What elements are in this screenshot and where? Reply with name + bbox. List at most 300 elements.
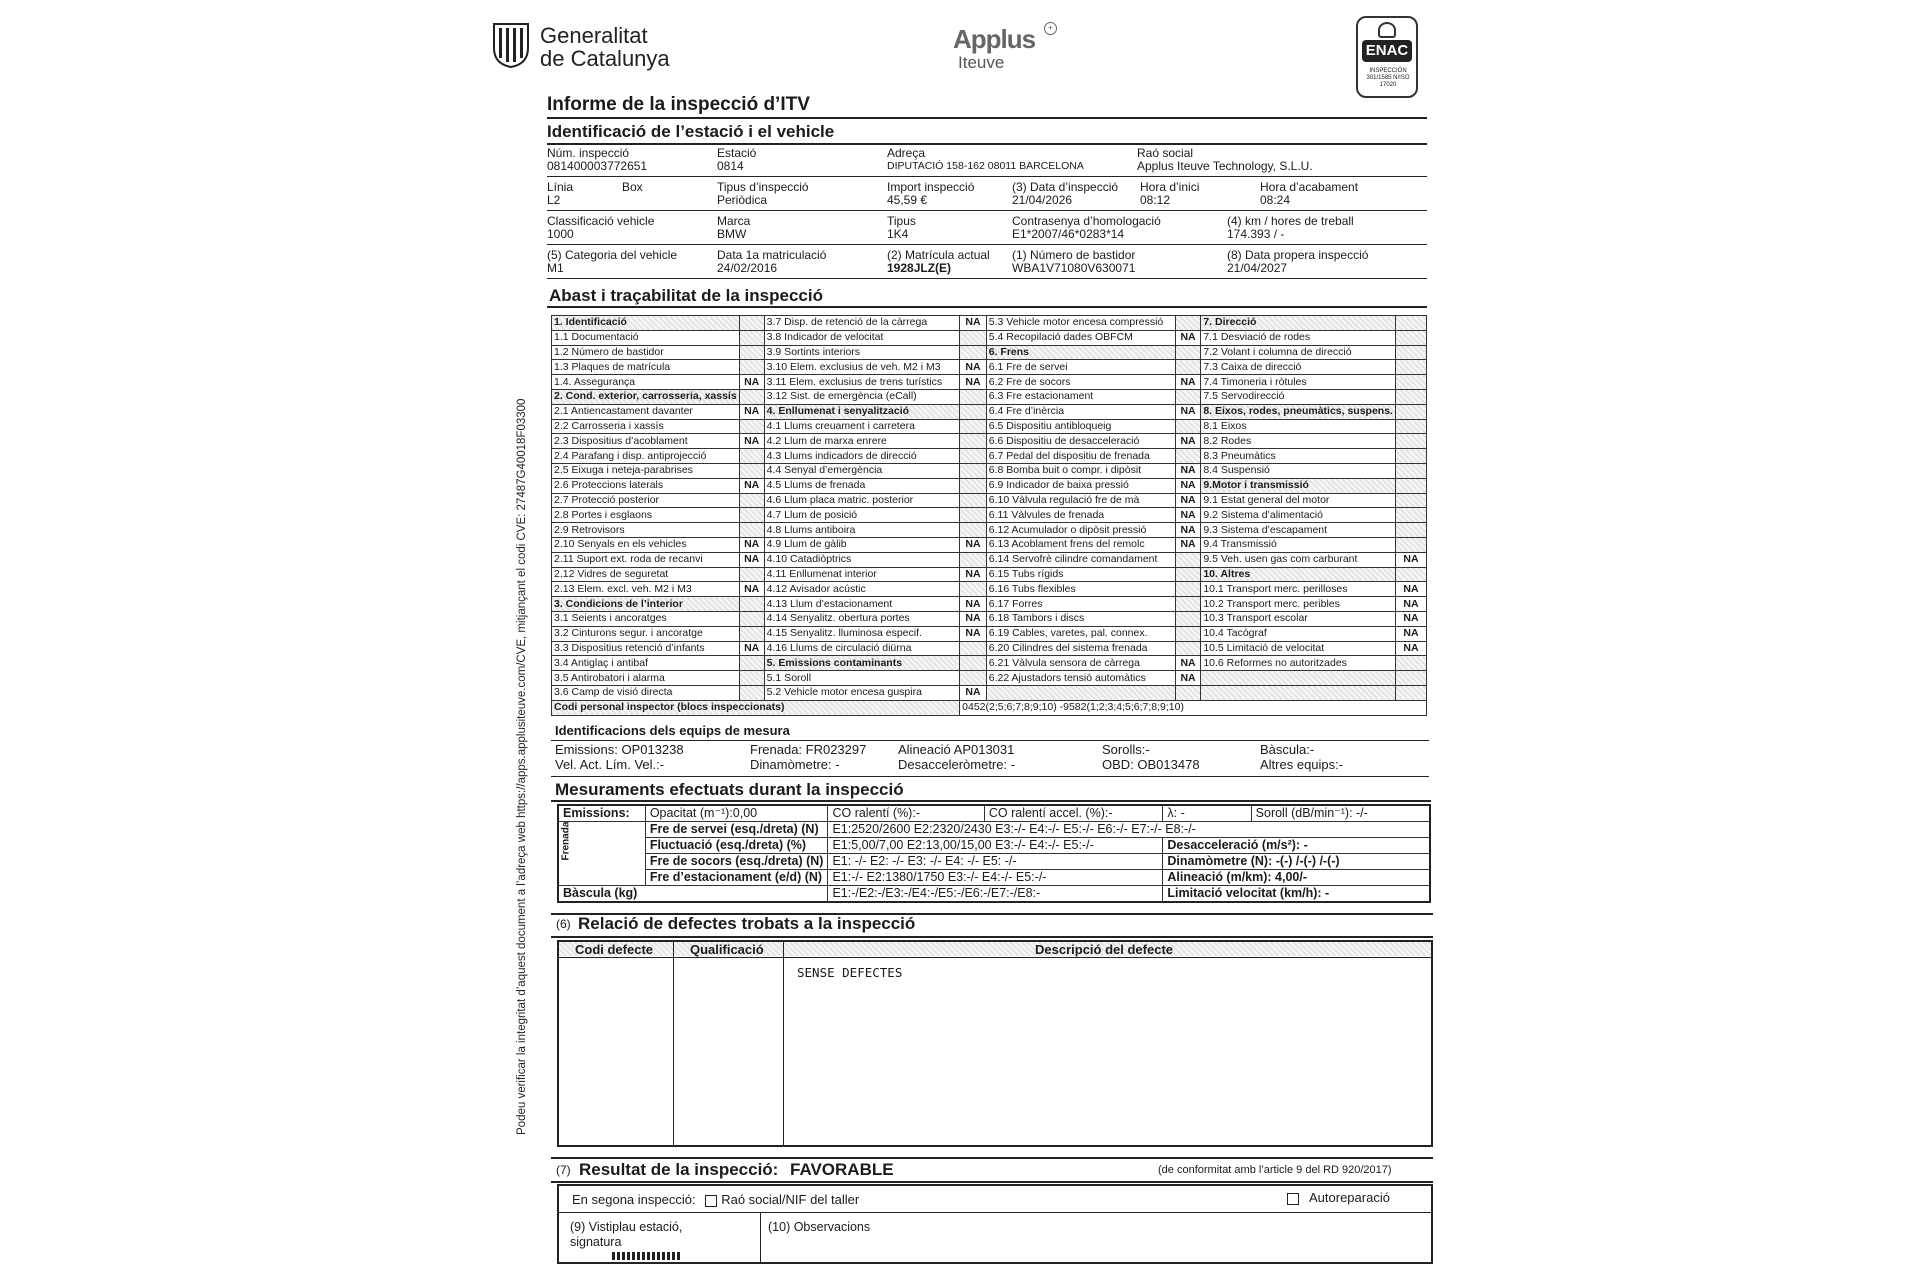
abast-na-cell (1395, 478, 1426, 493)
identification-block (547, 147, 1427, 287)
abast-item: 3.6 Camp de visió directa (552, 685, 740, 700)
title-rule (547, 117, 1427, 119)
abast-item: 8.2 Rodes (1201, 434, 1396, 449)
abast-na-cell (1395, 537, 1426, 552)
ident-label: Import inspecció (887, 180, 975, 194)
abast-row (552, 537, 1427, 552)
ident-label: Classificació vehicle (547, 214, 655, 228)
ident-label: (4) km / hores de treball (1227, 214, 1354, 228)
abast-na-cell (960, 582, 987, 597)
abast-item: 4.6 Llum placa matric. posterior (764, 493, 959, 508)
defects-col-code: Codi defecte (575, 942, 654, 957)
abast-item: 3.5 Antirobatori i alarma (552, 671, 740, 686)
equipment-bottom-rule (551, 776, 1429, 777)
brake-label: Fluctuació (esq./dreta) (%) (645, 838, 828, 854)
abast-item: 9.2 Sistema d’alimentació (1201, 508, 1396, 523)
abast-item: 4. Enllumenat i senyalització (764, 404, 959, 419)
measurements-table (557, 804, 1431, 903)
defects-header-rule (557, 957, 1433, 958)
emissions-row (558, 805, 1430, 822)
abast-item: 5.2 Vehicle motor encesa guspira (764, 685, 959, 700)
abast-row (552, 419, 1427, 434)
ident-field (547, 181, 573, 207)
equipment-block (555, 742, 1430, 776)
abast-item: 7.4 Timoneria i ròtules (1201, 375, 1396, 390)
abast-na-cell (1395, 508, 1426, 523)
abast-item: 2. Cond. exterior, carrosseria, xassís (552, 389, 740, 404)
ident-value: 24/02/2016 (717, 261, 778, 275)
abast-item: 8.3 Pneumàtics (1201, 449, 1396, 464)
abast-na-cell: NA (1395, 611, 1426, 626)
ident-field (1137, 147, 1313, 173)
measurements-block (557, 804, 1433, 908)
document-title: Informe de la inspecció d’ITV (547, 94, 810, 115)
ident-label: (3) Data d’inspecció (1012, 180, 1119, 194)
abast-na-cell: NA (960, 597, 987, 612)
abast-item: 10.1 Transport merc. perilloses (1201, 582, 1396, 597)
abast-item: 3.4 Antiglaç i antibaf (552, 656, 740, 671)
abast-na-cell (1175, 389, 1201, 404)
generalitat-line2: de Catalunya (540, 46, 670, 71)
abast-na-cell (1395, 493, 1426, 508)
abast-row (552, 626, 1427, 641)
ident-field (1227, 215, 1354, 241)
abast-na-cell (960, 389, 987, 404)
ident-value: WBA1V71080V630071 (1012, 261, 1136, 275)
identification-title: Identificació de l’estació i el vehicle (547, 122, 835, 141)
ident-label: Estació (717, 146, 757, 160)
abast-item: 7.1 Desviació de rodes (1201, 330, 1396, 345)
abast-item: 4.10 Catadiòptrics (764, 552, 959, 567)
abast-na-cell: NA (1175, 375, 1201, 390)
abast-item: 5. Emissions contaminants (764, 656, 959, 671)
abast-na-cell (739, 389, 764, 404)
abast-na-cell: NA (960, 611, 987, 626)
abast-item: 1.1 Documentació (552, 330, 740, 345)
abast-na-cell (960, 419, 987, 434)
abast-na-cell (739, 330, 764, 345)
ident-row-rule (547, 176, 1427, 177)
abast-item: 10.3 Transport escolar (1201, 611, 1396, 626)
abast-row (552, 567, 1427, 582)
ident-value: DIPUTACIÓ 158-162 08011 BARCELONA (887, 160, 1084, 172)
enac-seal (1356, 16, 1418, 98)
abast-item: 6.15 Tubs rígids (986, 567, 1175, 582)
abast-na-cell (1175, 449, 1201, 464)
abast-item: 2.5 Eixuga i neteja-parabrises (552, 463, 740, 478)
abast-item: 6.12 Acumulador o dipòsit pressió (986, 523, 1175, 538)
abast-item: 3.8 Indicador de velocitat (764, 330, 959, 345)
ident-label: (2) Matrícula actual (887, 248, 990, 262)
abast-na-cell: NA (739, 537, 764, 552)
equipment-rule (551, 740, 1429, 741)
abast-row (552, 345, 1427, 360)
ident-value: 21/04/2027 (1227, 261, 1288, 275)
abast-na-cell (739, 316, 764, 331)
abast-na-cell (739, 671, 764, 686)
ident-label: Tipus d’inspecció (717, 180, 809, 194)
abast-na-cell (960, 671, 987, 686)
ident-label: Línia (547, 180, 574, 194)
ident-field (1140, 181, 1199, 207)
abast-na-cell (1175, 597, 1201, 612)
autoreparacio-checkbox[interactable] (1287, 1193, 1299, 1205)
abast-na-cell (1175, 641, 1201, 656)
ident-row-rule (547, 244, 1427, 245)
abast-na-cell: NA (960, 375, 987, 390)
abast-item: 9.Motor i transmissió (1201, 478, 1396, 493)
abast-na-cell: NA (1175, 404, 1201, 419)
abast-na-cell (739, 611, 764, 626)
abast-item: 6.19 Cables, varetes, pal. connex. (986, 626, 1175, 641)
enac-lines: INSPECCIÓN 301/1585 N/ISO 17020 (1366, 68, 1410, 88)
abast-item: 6.9 Indicador de baixa pressió (986, 478, 1175, 493)
abast-na-cell (1395, 463, 1426, 478)
abast-na-cell: NA (960, 567, 987, 582)
abast-na-cell (739, 419, 764, 434)
ident-label: Marca (717, 214, 751, 228)
abast-row (552, 671, 1427, 686)
abast-na-cell (1175, 582, 1201, 597)
abast-item: 3.10 Elem. exclusius de veh. M2 i M3 (764, 360, 959, 375)
abast-row (552, 389, 1427, 404)
ident-field (622, 181, 643, 194)
abast-item: 4.11 Enllumenat interior (764, 567, 959, 582)
abast-na-cell (960, 449, 987, 464)
ident-value: Periòdica (717, 193, 768, 207)
brake-label: Fre de servei (esq./dreta) (N) (645, 822, 828, 838)
ident-field (1012, 249, 1135, 275)
abast-item: 6.16 Tubs flexibles (986, 582, 1175, 597)
abast-item: 4.14 Senyalitz. obertura portes (764, 611, 959, 626)
defects-rule (551, 936, 1433, 938)
abast-na-cell (1395, 434, 1426, 449)
brake-label: Fre de socors (esq./dreta) (N) (645, 854, 828, 870)
abast-item: 7.5 Servodirecció (1201, 389, 1396, 404)
abast-item: 5.3 Vehicle motor encesa compressió (986, 316, 1175, 331)
abast-na-cell: NA (960, 360, 987, 375)
result-note: (de conformitat amb l’article 9 del RD 920/2017) (1158, 1164, 1392, 1176)
ident-label: Núm. inspecció (547, 146, 630, 160)
abast-na-cell: NA (960, 316, 987, 331)
bascula-value: E1:-/E2:-/E3:-/E4:-/E5:-/E6:-/E7:-/E8:- (828, 886, 1163, 903)
abast-row (552, 360, 1427, 375)
ident-label: Hora d’inici (1140, 180, 1200, 194)
ident-label: Tipus (887, 214, 916, 228)
abast-na-cell (1175, 419, 1201, 434)
ident-row-rule (547, 278, 1427, 279)
abast-na-cell (960, 330, 987, 345)
abast-na-cell (960, 508, 987, 523)
abast-item: 9.5 Veh. usen gas com carburant (1201, 552, 1396, 567)
autoreparacio-label: Autoreparació (1309, 1190, 1390, 1205)
abast-item: 3.9 Sortints interiors (764, 345, 959, 360)
abast-item: 9.3 Sistema d’escapament (1201, 523, 1396, 538)
abast-item: 6.6 Dispositiu de desacceleració (986, 434, 1175, 449)
equipment-title: Identificacions dels equips de mesura (555, 723, 790, 738)
defects-col-qual: Qualificació (690, 942, 764, 957)
ident-label: Box (622, 180, 643, 194)
result-rule-top (551, 1157, 1433, 1159)
ident-label: (1) Número de bastidor (1012, 248, 1136, 262)
abast-na-cell (960, 345, 987, 360)
abast-item: 4.3 Llums indicadors de direcció (764, 449, 959, 464)
generalitat-logo-icon (492, 20, 530, 68)
ident-value: 1928JLZ(E) (887, 261, 952, 275)
abast-item: 6.4 Fre d’inèrcia (986, 404, 1175, 419)
abast-row (552, 404, 1427, 419)
abast-na-cell (739, 449, 764, 464)
abast-item (986, 685, 1175, 700)
frenada-vertical-label (558, 822, 645, 886)
ident-value: 21/04/2026 (1012, 193, 1073, 207)
abast-na-cell (1395, 419, 1426, 434)
brake-row (558, 870, 1430, 886)
abast-na-cell: NA (1175, 537, 1201, 552)
taller-checkbox[interactable] (705, 1195, 717, 1207)
ident-label: Data 1a matriculació (717, 248, 827, 262)
ident-value: Applus Iteuve Technology, S.L.U. (1137, 159, 1313, 173)
ident-field (547, 147, 647, 173)
abast-na-cell (960, 523, 987, 538)
ident-field (887, 181, 974, 207)
inspector-label: Codi personal inspector (blocs inspeccionats) (552, 700, 960, 715)
abast-item: 4.1 Llums creuament i carretera (764, 419, 959, 434)
abast-na-cell (1175, 552, 1201, 567)
abast-na-cell (1395, 316, 1426, 331)
abast-item: 5.1 Soroll (764, 671, 959, 686)
abast-na-cell: NA (1175, 434, 1201, 449)
ident-field (1260, 181, 1358, 207)
abast-na-cell (1175, 626, 1201, 641)
abast-item: 4.16 Llums de circulació diürna (764, 641, 959, 656)
vistiplau-label: (9) Vistiplau estació, signatura (570, 1220, 683, 1249)
second-inspection-label: En segona inspecció: (572, 1192, 696, 1207)
abast-item: 10. Altres (1201, 567, 1396, 582)
frenada-label: Frenada (560, 821, 572, 861)
abast-row (552, 582, 1427, 597)
measurements-rule (551, 800, 1431, 802)
abast-table (551, 315, 1427, 716)
ident-value: 45,59 € (887, 193, 928, 207)
abast-row (552, 685, 1427, 700)
abast-item: 2.2 Carrosseria i xassís (552, 419, 740, 434)
brake-label: Fre d’estacionament (e/d) (N) (645, 870, 828, 886)
abast-na-cell: NA (739, 582, 764, 597)
abast-item: 4.7 Llum de posició (764, 508, 959, 523)
abast-na-cell: NA (960, 685, 987, 700)
abast-item: 6.5 Dispositiu antibloqueig (986, 419, 1175, 434)
abast-row (552, 552, 1427, 567)
abast-na-cell (960, 641, 987, 656)
abast-na-cell (960, 404, 987, 419)
equipment-item: Desacceleròmetre: - (898, 757, 1016, 772)
abast-item: 4.2 Llum de marxa enrere (764, 434, 959, 449)
abast-row (552, 641, 1427, 656)
abast-na-cell: NA (1395, 626, 1426, 641)
ident-value: BMW (717, 227, 747, 241)
result-num: (7) (556, 1163, 571, 1177)
verification-note: Podeu verificar la integritat d’aquest document a l’adreça web https://apps.applusiteuve.com/CVE, mitjançant el codi CVE: 27487G40018F03300 (516, 398, 528, 1135)
abast-na-cell (1395, 656, 1426, 671)
abast-na-cell (739, 360, 764, 375)
ident-label: Contrasenya d’homologació (1012, 214, 1161, 228)
abast-na-cell: NA (1175, 656, 1201, 671)
abast-item: 3.3 Dispositius retenció d’infants (552, 641, 740, 656)
abast-item: 2.3 Dispositius d’acoblament (552, 434, 740, 449)
defects-title: Relació de defectes trobats a la inspecció (578, 914, 916, 933)
abast-item: 2.9 Retrovisors (552, 523, 740, 538)
abast-item: 4.4 Senyal d’emergència (764, 463, 959, 478)
abast-item: 5.4 Recopilació dades OBFCM (986, 330, 1175, 345)
abast-item: 2.6 Proteccions laterals (552, 478, 740, 493)
brake-right-value: Alineació (m/km): 4,00/- (1163, 870, 1430, 886)
abast-na-cell (739, 597, 764, 612)
taller-label: Raó social/NIF del taller (721, 1192, 860, 1207)
enac-crest-icon (1378, 22, 1396, 38)
abast-item: 2.7 Protecció posterior (552, 493, 740, 508)
abast-rule (547, 306, 1427, 308)
abast-na-cell: NA (739, 478, 764, 493)
defects-col-desc: Descripció del defecte (1035, 942, 1173, 957)
abast-row (552, 449, 1427, 464)
abast-na-cell (739, 493, 764, 508)
abast-na-cell: NA (960, 537, 987, 552)
ident-value: 174.393 / - (1227, 227, 1285, 241)
abast-item: 3.1 Seients i ancoratges (552, 611, 740, 626)
abast-item: 2.11 Suport ext. roda de recanvi (552, 552, 740, 567)
abast-item: 6.1 Fre de servei (986, 360, 1175, 375)
abast-na-cell: NA (1175, 671, 1201, 686)
brake-value: E1:-/- E2:1380/1750 E3:-/- E4:-/- E5:-/- (828, 870, 1163, 886)
abast-na-cell (1395, 685, 1426, 700)
abast-na-cell (1175, 567, 1201, 582)
abast-row (552, 375, 1427, 390)
generalitat-line1: Generalitat (540, 23, 648, 48)
abast-na-cell (739, 345, 764, 360)
equipment-item: Frenada: FR023297 (750, 742, 867, 757)
brake-value: E1:2520/2600 E2:2320/2430 E3:-/- E4:-/- E5:-/- E6:-/- E7:-/- E8:-/- (828, 822, 1430, 838)
ident-value: 08:12 (1140, 193, 1171, 207)
brake-row (558, 854, 1430, 870)
emissions-cell: Soroll (dB/min⁻¹): -/- (1251, 805, 1430, 822)
ident-value: 08:24 (1260, 193, 1291, 207)
applus-plus-icon: + (1044, 22, 1057, 35)
emissions-cell: Emissions: (558, 805, 645, 822)
abast-item: 7. Direcció (1201, 316, 1396, 331)
abast-item: 9.1 Estat general del motor (1201, 493, 1396, 508)
abast-item: 6.10 Vàlvula regulació fre de mà (986, 493, 1175, 508)
abast-row (552, 316, 1427, 331)
abast-item: 1.3 Plaques de matrícula (552, 360, 740, 375)
abast-na-cell: NA (739, 641, 764, 656)
abast-na-cell: NA (1175, 463, 1201, 478)
applus-logo: Applus (953, 24, 1036, 54)
abast-item: 10.5 Limitació de velocitat (1201, 641, 1396, 656)
abast-na-cell (739, 685, 764, 700)
abast-item: 4.13 Llum d’estacionament (764, 597, 959, 612)
abast-na-cell (1175, 611, 1201, 626)
abast-item: 8.4 Suspensió (1201, 463, 1396, 478)
abast-item: 6.2 Fre de socors (986, 375, 1175, 390)
abast-na-cell (1395, 449, 1426, 464)
inspector-row (552, 700, 1427, 715)
brake-row (558, 838, 1430, 854)
result-label: Resultat de la inspecció: (579, 1160, 779, 1179)
brake-right-value: Desacceleració (m/s²): - (1163, 838, 1430, 854)
abast-na-cell (1395, 330, 1426, 345)
equipment-item: Dinamòmetre: - (750, 757, 840, 772)
abast-na-cell (739, 626, 764, 641)
abast-item: 1. Identificació (552, 316, 740, 331)
abast-item: 6.20 Cilindres del sistema frenada (986, 641, 1175, 656)
abast-item: 10.6 Reformes no autoritzades (1201, 656, 1396, 671)
abast-item (1201, 685, 1396, 700)
equipment-item: Sorolls:- (1102, 742, 1150, 757)
abast-item: 2.8 Portes i esglaons (552, 508, 740, 523)
abast-item: 1.4. Assegurança (552, 375, 740, 390)
abast-na-cell (739, 508, 764, 523)
abast-na-cell (960, 656, 987, 671)
ident-field (887, 215, 916, 241)
abast-na-cell (1395, 360, 1426, 375)
abast-na-cell (1175, 360, 1201, 375)
abast-item: 6.18 Tambors i discs (986, 611, 1175, 626)
brake-right-value: Dinamòmetre (N): -(-) /-(-) /-(-) (1163, 854, 1430, 870)
second-inspection (572, 1192, 859, 1207)
abast-title: Abast i traçabilitat de la inspecció (549, 286, 823, 305)
abast-item: 6.17 Forres (986, 597, 1175, 612)
defects-num: (6) (556, 917, 571, 931)
identification-rule (547, 143, 1427, 145)
equipment-item: Alineació AP013031 (898, 742, 1015, 757)
qr-code-icon (612, 1252, 682, 1260)
abast-na-cell (960, 478, 987, 493)
abast-na-cell (1395, 567, 1426, 582)
measurements-title: Mesuraments efectuats durant la inspecció (555, 780, 904, 799)
abast-item: 3.2 Cinturons segur. i ancoratge (552, 626, 740, 641)
abast-na-cell: NA (739, 404, 764, 419)
ident-label: Hora d’acabament (1260, 180, 1359, 194)
abast-item: 2.4 Parafang i disp. antiprojecció (552, 449, 740, 464)
abast-item: 6.21 Vàlvula sensora de càrrega (986, 656, 1175, 671)
abast-na-cell: NA (1395, 641, 1426, 656)
abast-item: 2.13 Elem. excl. veh. M2 i M3 (552, 582, 740, 597)
abast-na-cell (1395, 523, 1426, 538)
ident-label: Raó social (1137, 146, 1194, 160)
equipment-item: OBD: OB013478 (1102, 757, 1200, 772)
abast-na-cell (1395, 345, 1426, 360)
abast-na-cell (960, 463, 987, 478)
ident-field (717, 147, 756, 173)
abast-row (552, 656, 1427, 671)
abast-na-cell: NA (1175, 330, 1201, 345)
abast-row (552, 611, 1427, 626)
abast-item: 7.2 Volant i columna de direcció (1201, 345, 1396, 360)
ident-field (887, 147, 1084, 172)
abast-item: 8.1 Eixos (1201, 419, 1396, 434)
abast-row (552, 597, 1427, 612)
bascula-row (558, 886, 1430, 903)
abast-item: 2.1 Antiencastament davanter (552, 404, 740, 419)
emissions-cell: Opacitat (m⁻¹):0,00 (645, 805, 828, 822)
emissions-cell: CO ralentí accel. (%):- (984, 805, 1163, 822)
abast-item: 1.2 Número de bastidor (552, 345, 740, 360)
generalitat-name (540, 24, 670, 70)
abast-na-cell: NA (1395, 597, 1426, 612)
ident-value: 081400003772651 (547, 159, 648, 173)
abast-na-cell (739, 656, 764, 671)
